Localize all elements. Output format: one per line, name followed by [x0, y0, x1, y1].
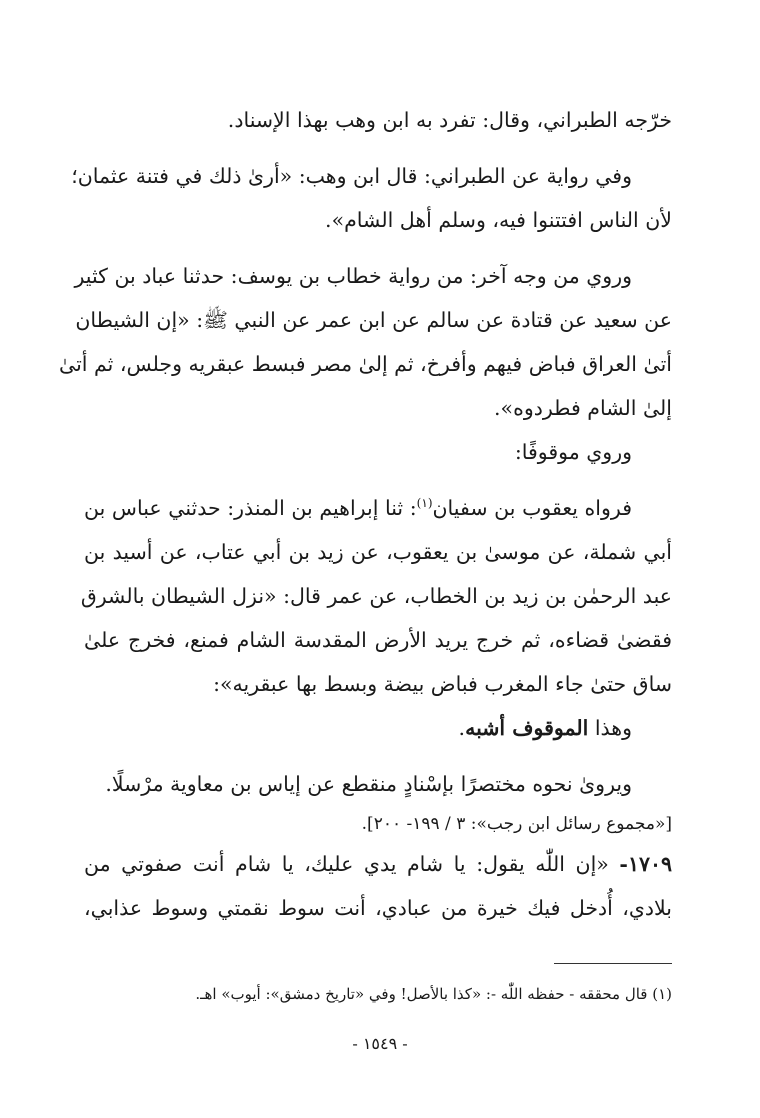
paragraph-3-line-3: أتىٰ العراق فباض فيهم وأفرخ، ثم إلىٰ مصر فبسط عبقريه وجلس، ثم أتىٰ: [59, 352, 672, 376]
paragraph-3-line-2: عن سعيد عن قتادة عن سالم عن ابن عمر عن النبي ﷺ: «إن الشيطان: [75, 308, 672, 332]
footnote-marker: (١): [416, 496, 433, 511]
page-number: - ١٥٤٩ -: [352, 1034, 408, 1053]
main-text: [59, 98, 672, 930]
hadith-number: ١٧٠٩-: [619, 852, 672, 876]
paragraph-5-line-4: فقضىٰ قضاءه، ثم خرج يريد الأرض المقدسة الشام فمنع، فخرج علىٰ: [84, 628, 672, 652]
paragraph-4-line-1: وروي موقوفًا:: [514, 440, 632, 464]
source-reference: [«مجموع رسائل ابن رجب»: ٣ / ١٩٩- ٢٠٠].: [361, 814, 672, 834]
footnote: (١) قال محققه - حفظه اللّٰه -: «كذا بالأصل! وفي «تاريخ دمشق»: أيوب» اهـ.: [195, 985, 672, 1003]
hadith-line-2: بلادي، أُدخل فيك خيرة من عبادي، أنت سوط نقمتي وسوط عذابي،: [84, 896, 672, 920]
paragraph-5-line-2: أبي شملة، عن موسىٰ بن يعقوب، عن زيد بن أبي عتاب، عن أسيد بن: [84, 540, 672, 564]
paragraph-5-line-1-start: فرواه يعقوب بن سفيان: [432, 496, 632, 520]
footnote-divider: [554, 963, 672, 964]
paragraph-5-line-1-end: : ثنا إبراهيم بن المنذر: حدثني عباس بن: [84, 496, 417, 520]
paragraph-6-bold: الموقوف أشبه: [465, 716, 589, 740]
paragraph-5-line-1: [84, 486, 672, 530]
hadith-line-1: [84, 842, 672, 886]
paragraph-5-line-3: عبد الرحمٰن بن زيد بن الخطاب، عن عمر قال: «نزل الشيطان بالشرق: [80, 584, 672, 608]
paragraph-1-line-1: خرّجه الطبراني، وقال: تفرد به ابن وهب بهذا الإسناد.: [227, 108, 672, 132]
paragraph-3-line-1: وروي من وجه آخر: من رواية خطاب بن يوسف: حدثنا عباد بن كثير: [74, 264, 632, 288]
paragraph-6-line-1: [84, 706, 672, 750]
paragraph-3-line-4: إلىٰ الشام فطردوه».: [494, 396, 672, 420]
paragraph-7-line-1: ويروىٰ نحوه مختصرًا بإسْنادٍ منقطع عن إياس بن معاوية مرْسلًا.: [105, 772, 632, 796]
paragraph-2-line-1: وفي رواية عن الطبراني: قال ابن وهب: «أرىٰ ذلك في فتنة عثمان؛: [71, 164, 632, 188]
hadith-line-1-text: «إن اللّٰه يقول: يا شام يدي عليك، يا شام أنت صفوتي من: [84, 852, 609, 876]
paragraph-5-line-5: ساق حتىٰ جاء المغرب فباض بيضة وبسط بها عبقريه»:: [213, 672, 672, 696]
paragraph-6-lead: وهذا: [594, 716, 632, 740]
paragraph-2-line-2: لأن الناس افتتنوا فيه، وسلم أهل الشام».: [325, 208, 672, 232]
paragraph-6-end: .: [458, 716, 466, 740]
